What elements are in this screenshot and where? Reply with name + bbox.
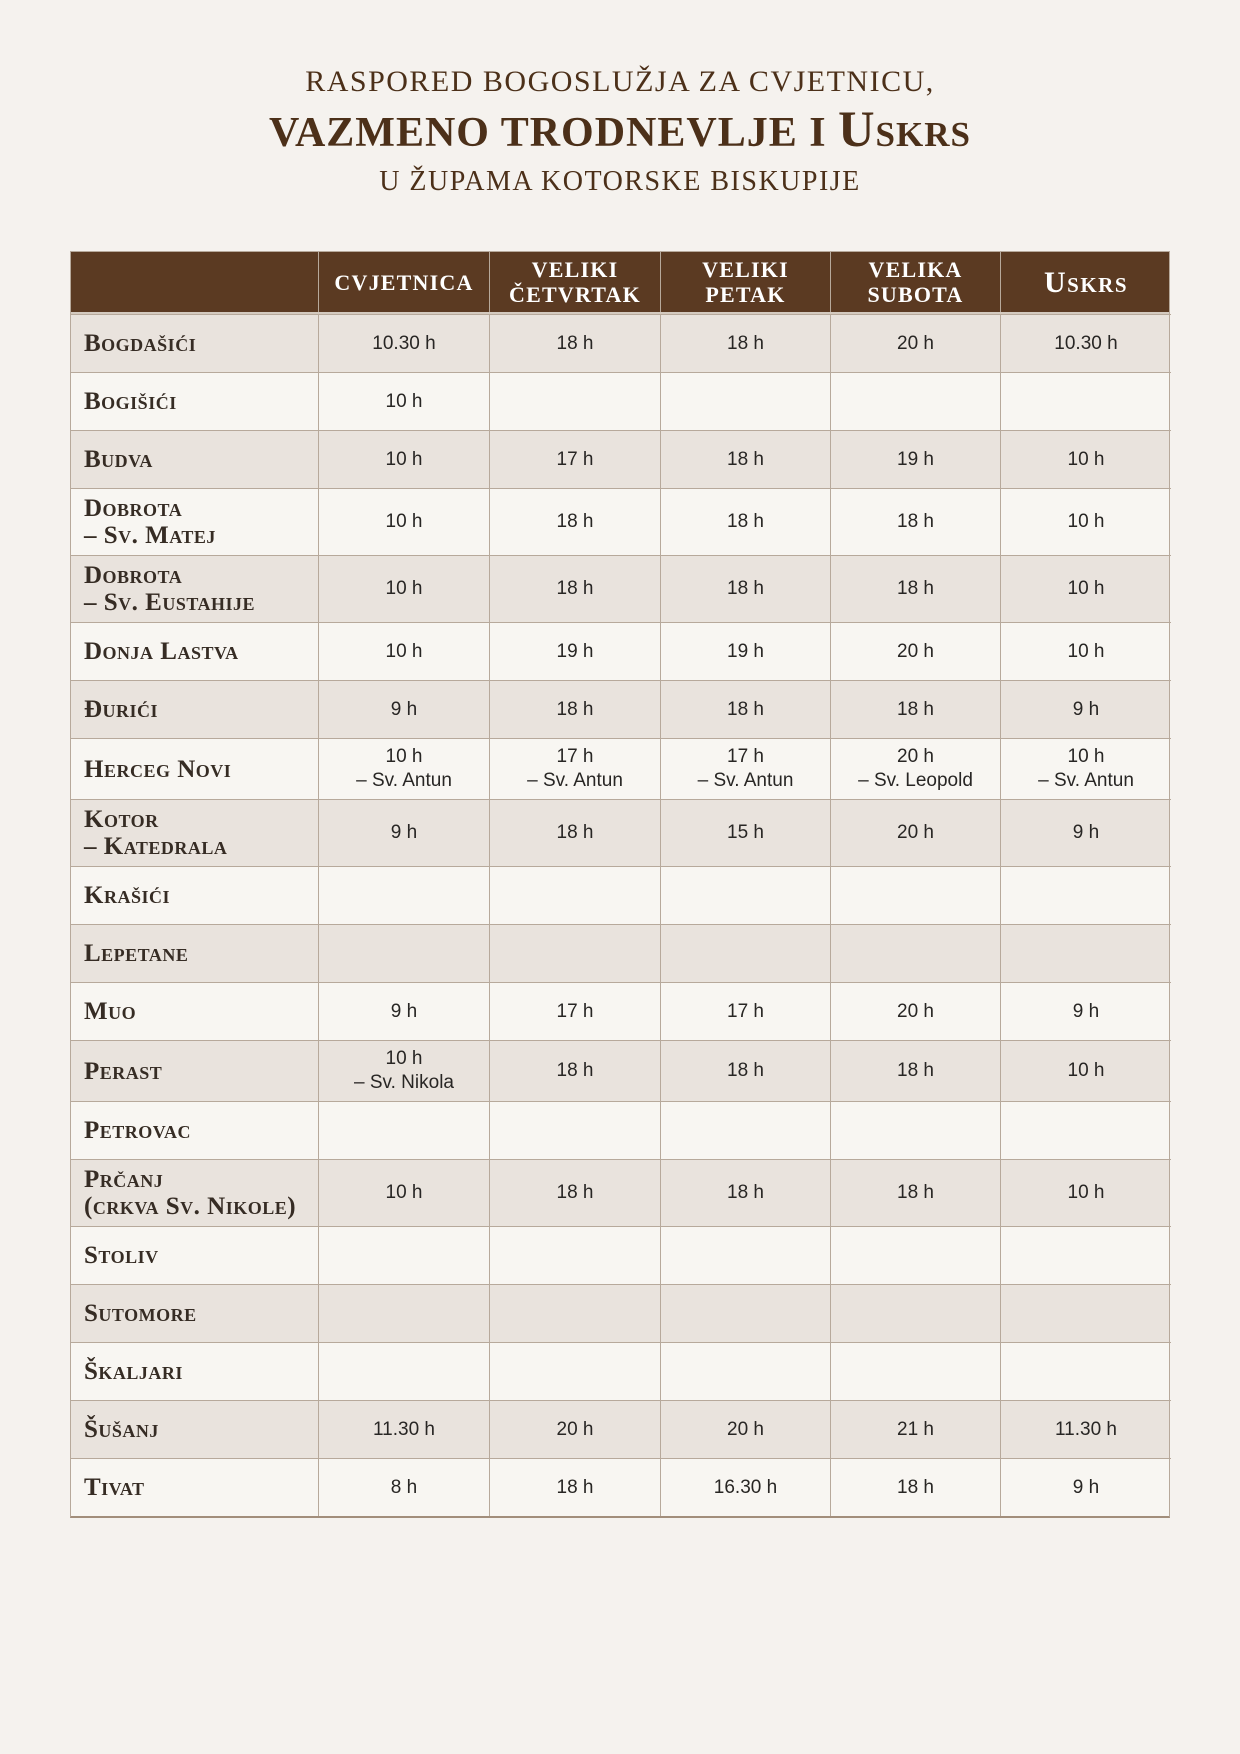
time-text: 18 h bbox=[556, 1476, 594, 1498]
time-text: – Sv. Antun bbox=[697, 770, 794, 791]
time-cell bbox=[830, 1101, 1000, 1159]
time-text: 18 h bbox=[897, 1476, 934, 1498]
title-line-2-prefix: VAZMENO TRODNEVLJE I bbox=[269, 110, 839, 156]
column-header-text: SUBOTA bbox=[867, 282, 964, 307]
column-header-text: ČETVRTAK bbox=[509, 282, 641, 307]
table-corner-cell bbox=[71, 252, 318, 312]
time-text: 17 h bbox=[727, 1000, 764, 1022]
time-cell bbox=[318, 430, 489, 488]
time-text: 17 h bbox=[556, 746, 594, 767]
table-row bbox=[71, 1284, 1169, 1342]
time-text: 17 h bbox=[727, 746, 764, 767]
table-row bbox=[71, 372, 1169, 430]
time-text: 10 h bbox=[1067, 1060, 1105, 1081]
parish-name-cell bbox=[71, 1159, 318, 1226]
column-header-veliki-petak bbox=[660, 252, 830, 312]
table-row bbox=[71, 1101, 1169, 1159]
table-row bbox=[71, 555, 1169, 622]
time-cell bbox=[660, 866, 830, 924]
time-text: 17 h bbox=[556, 1000, 594, 1022]
time-cell bbox=[660, 1400, 830, 1458]
title-line-2 bbox=[0, 101, 1240, 159]
time-cell bbox=[1000, 622, 1171, 680]
time-text: 18 h bbox=[897, 698, 934, 720]
parish-name: Lepetane bbox=[84, 940, 189, 967]
time-cell bbox=[489, 1342, 660, 1400]
time-cell bbox=[489, 488, 660, 555]
time-cell bbox=[660, 1284, 830, 1342]
time-cell bbox=[660, 372, 830, 430]
time-text: 18 h bbox=[727, 1182, 764, 1203]
time-cell bbox=[1000, 738, 1171, 799]
time-cell bbox=[660, 488, 830, 555]
time-cell bbox=[660, 924, 830, 982]
time-cell bbox=[830, 982, 1000, 1040]
time-cell bbox=[830, 1159, 1000, 1226]
time-cell bbox=[660, 555, 830, 622]
time-cell bbox=[489, 1458, 660, 1516]
parish-name-cell bbox=[71, 866, 318, 924]
column-header-text: VELIKI bbox=[702, 257, 789, 282]
time-text: 10 h bbox=[1067, 448, 1105, 470]
column-header-text: PETAK bbox=[705, 282, 786, 307]
time-cell bbox=[318, 1226, 489, 1284]
time-text: 11.30 h bbox=[373, 1418, 435, 1440]
time-cell bbox=[1000, 1226, 1171, 1284]
column-header-text: Uskrs bbox=[1043, 265, 1129, 299]
time-text: – Sv. Leopold bbox=[858, 770, 973, 791]
time-cell bbox=[660, 738, 830, 799]
time-cell bbox=[318, 680, 489, 738]
time-cell bbox=[489, 1040, 660, 1101]
table-row bbox=[71, 314, 1169, 372]
time-cell bbox=[1000, 555, 1171, 622]
time-cell bbox=[489, 314, 660, 372]
table-row bbox=[71, 1040, 1169, 1101]
table-row bbox=[71, 1458, 1169, 1516]
time-cell bbox=[1000, 430, 1171, 488]
time-cell bbox=[1000, 1040, 1171, 1101]
time-text: 20 h bbox=[897, 822, 934, 843]
time-text: 20 h bbox=[727, 1418, 764, 1440]
time-text: 10 h bbox=[1067, 640, 1105, 662]
time-cell bbox=[660, 982, 830, 1040]
time-cell bbox=[830, 866, 1000, 924]
time-text: 17 h bbox=[556, 448, 594, 470]
title-line-1: RASPORED BOGOSLUŽJA ZA CVJETNICU, bbox=[305, 65, 935, 98]
time-text: 10 h bbox=[1067, 1182, 1105, 1203]
time-cell bbox=[318, 1400, 489, 1458]
time-text: 18 h bbox=[727, 578, 764, 599]
time-text: 8 h bbox=[390, 1476, 418, 1498]
time-cell bbox=[318, 622, 489, 680]
parish-name: – Katedrala bbox=[84, 833, 228, 860]
time-cell bbox=[318, 866, 489, 924]
time-text: 20 h bbox=[897, 746, 934, 767]
time-text: 10 h bbox=[385, 1182, 423, 1203]
time-cell bbox=[830, 430, 1000, 488]
time-cell bbox=[1000, 488, 1171, 555]
time-cell bbox=[830, 314, 1000, 372]
parish-name: Prčanj bbox=[84, 1166, 164, 1193]
time-cell bbox=[1000, 372, 1171, 430]
time-cell bbox=[660, 799, 830, 866]
time-cell bbox=[489, 799, 660, 866]
title-block bbox=[0, 0, 1240, 199]
time-cell bbox=[830, 372, 1000, 430]
parish-name-cell bbox=[71, 555, 318, 622]
time-cell bbox=[830, 555, 1000, 622]
column-header-cvjetnica bbox=[318, 252, 489, 312]
parish-name-cell bbox=[71, 1101, 318, 1159]
parish-name: (crkva Sv. Nikole) bbox=[84, 1193, 297, 1220]
time-text: 19 h bbox=[897, 448, 934, 470]
time-text: 10.30 h bbox=[372, 332, 436, 354]
parish-name-cell bbox=[71, 1040, 318, 1101]
time-cell bbox=[830, 1400, 1000, 1458]
time-cell bbox=[660, 1040, 830, 1101]
parish-name: Šušanj bbox=[84, 1416, 159, 1443]
time-cell bbox=[318, 799, 489, 866]
parish-name-cell bbox=[71, 314, 318, 372]
time-cell bbox=[830, 738, 1000, 799]
time-cell bbox=[318, 1458, 489, 1516]
time-text: 20 h bbox=[897, 640, 934, 662]
time-text: 18 h bbox=[897, 511, 934, 532]
parish-name: Bogišići bbox=[84, 388, 177, 415]
time-cell bbox=[660, 622, 830, 680]
time-text: – Sv. Nikola bbox=[354, 1072, 454, 1093]
time-text: 18 h bbox=[727, 1060, 764, 1081]
parish-name-cell bbox=[71, 488, 318, 555]
parish-name: Donja Lastva bbox=[84, 638, 239, 665]
parish-name: – Sv. Eustahije bbox=[84, 589, 256, 616]
time-text: 10 h bbox=[385, 640, 423, 662]
parish-name-cell bbox=[71, 1342, 318, 1400]
time-cell bbox=[1000, 1342, 1171, 1400]
title-line-2-uskrs: Uskrs bbox=[838, 101, 971, 157]
parish-name-cell bbox=[71, 622, 318, 680]
time-cell bbox=[318, 1159, 489, 1226]
time-cell bbox=[1000, 1101, 1171, 1159]
time-cell bbox=[1000, 1284, 1171, 1342]
table-row bbox=[71, 680, 1169, 738]
time-text: 18 h bbox=[556, 698, 594, 720]
time-text: 9 h bbox=[1072, 822, 1100, 843]
parish-name-cell bbox=[71, 799, 318, 866]
time-cell bbox=[830, 1458, 1000, 1516]
time-text: 18 h bbox=[897, 578, 934, 599]
parish-name-cell bbox=[71, 924, 318, 982]
parish-name: Petrovac bbox=[84, 1117, 191, 1144]
table-row bbox=[71, 1159, 1169, 1226]
time-text: 18 h bbox=[556, 511, 594, 532]
time-text: 18 h bbox=[556, 1060, 594, 1081]
time-text: 18 h bbox=[556, 822, 594, 843]
time-cell bbox=[830, 680, 1000, 738]
parish-name: Škaljari bbox=[84, 1358, 183, 1385]
time-text: 18 h bbox=[897, 1060, 934, 1081]
time-cell bbox=[318, 1101, 489, 1159]
parish-name-cell bbox=[71, 1284, 318, 1342]
parish-name: Krašići bbox=[84, 882, 170, 909]
time-cell bbox=[1000, 799, 1171, 866]
time-text: 9 h bbox=[390, 822, 418, 843]
table-row bbox=[71, 430, 1169, 488]
parish-name-cell bbox=[71, 430, 318, 488]
table-row bbox=[71, 488, 1169, 555]
column-header-veliki-cetvrtak bbox=[489, 252, 660, 312]
time-cell bbox=[318, 555, 489, 622]
time-text: 10.30 h bbox=[1054, 332, 1118, 354]
time-cell bbox=[830, 1226, 1000, 1284]
table-row bbox=[71, 622, 1169, 680]
parish-name: Dobrota bbox=[84, 562, 183, 589]
time-text: 20 h bbox=[897, 332, 934, 354]
time-cell bbox=[318, 1342, 489, 1400]
parish-name: Đurići bbox=[84, 696, 159, 723]
time-text: – Sv. Antun bbox=[1038, 770, 1134, 791]
parish-name: Tivat bbox=[84, 1474, 145, 1501]
time-text: 9 h bbox=[390, 698, 418, 720]
title-line-3: U ŽUPAMA KOTORSKE BISKUPIJE bbox=[379, 166, 861, 197]
time-cell bbox=[1000, 314, 1171, 372]
table-row bbox=[71, 924, 1169, 982]
time-cell bbox=[489, 1226, 660, 1284]
time-cell bbox=[660, 430, 830, 488]
time-text: – Sv. Antun bbox=[356, 770, 452, 791]
time-cell bbox=[318, 372, 489, 430]
time-cell bbox=[1000, 924, 1171, 982]
column-header-text: CVJETNICA bbox=[334, 269, 474, 295]
time-cell bbox=[318, 488, 489, 555]
time-text: 10 h bbox=[385, 578, 423, 599]
parish-name-cell bbox=[71, 1226, 318, 1284]
time-cell bbox=[660, 1226, 830, 1284]
table-row bbox=[71, 1342, 1169, 1400]
time-text: 10 h bbox=[385, 1048, 423, 1069]
time-cell bbox=[660, 680, 830, 738]
time-text: 9 h bbox=[1072, 698, 1100, 720]
parish-name-cell bbox=[71, 680, 318, 738]
time-text: 18 h bbox=[556, 332, 594, 354]
time-cell bbox=[660, 1342, 830, 1400]
time-cell bbox=[830, 1284, 1000, 1342]
time-text: 9 h bbox=[390, 1000, 418, 1022]
time-cell bbox=[489, 738, 660, 799]
table-row bbox=[71, 738, 1169, 799]
time-text: 19 h bbox=[556, 640, 594, 662]
parish-name: Perast bbox=[84, 1057, 163, 1085]
time-cell bbox=[830, 488, 1000, 555]
parish-name: Muo bbox=[84, 998, 137, 1025]
time-cell bbox=[489, 1101, 660, 1159]
time-cell bbox=[489, 924, 660, 982]
parish-name: Budva bbox=[84, 446, 153, 473]
time-cell bbox=[318, 982, 489, 1040]
time-cell bbox=[660, 314, 830, 372]
time-cell bbox=[489, 555, 660, 622]
time-cell bbox=[660, 1159, 830, 1226]
time-cell bbox=[830, 622, 1000, 680]
parish-name-cell bbox=[71, 738, 318, 799]
time-cell bbox=[318, 738, 489, 799]
time-cell bbox=[1000, 1400, 1171, 1458]
parish-name: Stoliv bbox=[84, 1242, 159, 1269]
time-cell bbox=[830, 1342, 1000, 1400]
time-text: 18 h bbox=[727, 332, 764, 354]
time-text: 18 h bbox=[727, 511, 764, 532]
time-text: 10 h bbox=[385, 511, 423, 532]
column-header-text: VELIKA bbox=[868, 257, 963, 282]
time-cell bbox=[830, 1040, 1000, 1101]
time-text: 9 h bbox=[1072, 1476, 1100, 1498]
time-cell bbox=[318, 1284, 489, 1342]
parish-name-cell bbox=[71, 1400, 318, 1458]
table-row bbox=[71, 1226, 1169, 1284]
parish-name-cell bbox=[71, 1458, 318, 1516]
time-text: 18 h bbox=[727, 698, 764, 720]
time-cell bbox=[830, 924, 1000, 982]
time-text: 16.30 h bbox=[713, 1476, 778, 1498]
time-cell bbox=[830, 799, 1000, 866]
parish-name: Bogdašići bbox=[84, 330, 197, 357]
time-cell bbox=[489, 1284, 660, 1342]
time-text: 18 h bbox=[727, 448, 764, 470]
time-text: 18 h bbox=[556, 1182, 594, 1203]
parish-name: Herceg Novi bbox=[84, 755, 232, 783]
time-cell bbox=[1000, 1159, 1171, 1226]
time-text: 19 h bbox=[727, 640, 764, 662]
time-cell bbox=[489, 372, 660, 430]
time-cell bbox=[318, 924, 489, 982]
time-text: 15 h bbox=[727, 822, 764, 843]
time-text: 10 h bbox=[385, 746, 423, 767]
time-cell bbox=[1000, 982, 1171, 1040]
time-text: 11.30 h bbox=[1055, 1418, 1117, 1440]
time-cell bbox=[660, 1458, 830, 1516]
parish-name: – Sv. Matej bbox=[84, 522, 216, 549]
schedule-table bbox=[70, 251, 1170, 1518]
time-cell bbox=[489, 680, 660, 738]
time-cell bbox=[660, 1101, 830, 1159]
table-row bbox=[71, 799, 1169, 866]
parish-name-cell bbox=[71, 372, 318, 430]
time-text: 10 h bbox=[385, 448, 423, 470]
time-cell bbox=[489, 866, 660, 924]
time-cell bbox=[489, 1159, 660, 1226]
time-cell bbox=[1000, 866, 1171, 924]
time-cell bbox=[318, 314, 489, 372]
time-text: 18 h bbox=[897, 1182, 934, 1203]
column-header-uskrs bbox=[1000, 252, 1171, 312]
parish-name: Dobrota bbox=[84, 495, 183, 522]
time-cell bbox=[1000, 680, 1171, 738]
parish-name-cell bbox=[71, 982, 318, 1040]
table-row bbox=[71, 1400, 1169, 1458]
parish-name: Sutomore bbox=[84, 1300, 197, 1327]
time-cell bbox=[489, 622, 660, 680]
time-cell bbox=[1000, 1458, 1171, 1516]
time-cell bbox=[489, 430, 660, 488]
time-text: 10 h bbox=[1067, 511, 1105, 532]
time-text: 21 h bbox=[897, 1418, 934, 1440]
table-row bbox=[71, 866, 1169, 924]
parish-name: Kotor bbox=[84, 806, 159, 833]
time-text: 10 h bbox=[385, 390, 423, 412]
time-cell bbox=[489, 1400, 660, 1458]
column-header-text: VELIKI bbox=[531, 257, 619, 282]
time-text: – Sv. Antun bbox=[527, 770, 623, 791]
table-header-row bbox=[71, 252, 1169, 314]
time-text: 20 h bbox=[556, 1418, 594, 1440]
time-text: 18 h bbox=[556, 578, 594, 599]
table-row bbox=[71, 982, 1169, 1040]
time-text: 20 h bbox=[897, 1000, 934, 1022]
time-text: 9 h bbox=[1072, 1000, 1100, 1022]
column-header-velika-subota bbox=[830, 252, 1000, 312]
time-cell bbox=[489, 982, 660, 1040]
time-cell bbox=[318, 1040, 489, 1101]
time-text: 10 h bbox=[1067, 578, 1105, 599]
time-text: 10 h bbox=[1067, 746, 1105, 767]
